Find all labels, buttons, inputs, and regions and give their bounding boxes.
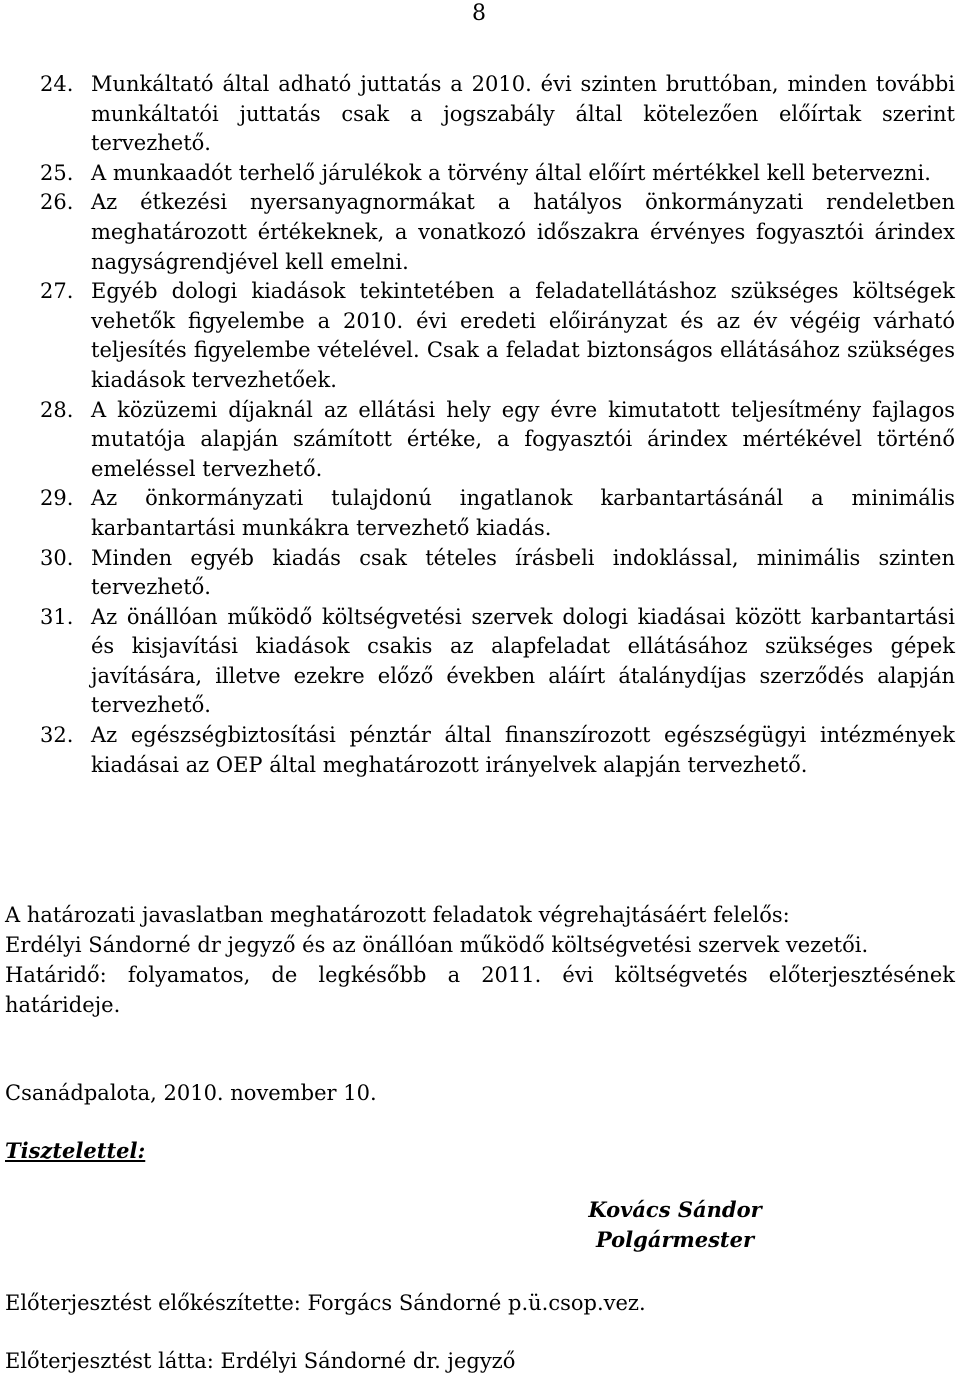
responsible-persons: Erdélyi Sándorné dr jegyző és az önállóan működő költségvetési szervek vezetői. [5, 933, 869, 957]
numbered-list [40, 70, 955, 780]
list-item-number: 32. [40, 723, 74, 748]
list-item-text: Az önkormányzati tulajdonú ingatlanok karbantartásánál a minimális karbantartási munkákra tervezhető kiadás. [91, 486, 955, 540]
list-item-text: Az önállóan működő költségvetési szervek dologi kiadásai között karbantartási és kisjavítási kiadások csakis az alapfeladat ellátásához szükséges gépek javítására, illetve ezekre előző években aláírt átalánydíjas szerződés alapján tervezhető. [91, 604, 955, 718]
list-item-text: Munkáltató által adható juttatás a 2010. évi szinten bruttóban, minden további munkáltatói juttatás csak a jogszabály által kötelezően előírtak szerint tervezhető. [91, 72, 955, 156]
list-item [40, 188, 955, 277]
responsible-heading: A határozati javaslatban meghatározott feladatok végrehajtásáért felelős: [5, 903, 790, 927]
page-number: 8 [472, 1, 486, 26]
list-item-text: A közüzemi díjaknál az ellátási hely egy évre kimutatott teljesítmény fajlagos mutatója alapján számított értéke, a fogyasztói árindex mértékével történő emeléssel tervezhető. [91, 397, 955, 481]
signer-name: Kovács Sándor [588, 1197, 762, 1222]
list-item-text: Minden egyéb kiadás csak tételes írásbeli indoklással, minimális szinten tervezhető. [91, 545, 955, 600]
list-item [40, 277, 955, 395]
list-item-text: A munkaadót terhelő járulékok a törvény által előírt mértékkel kell betervezni. [91, 160, 931, 185]
greeting: Tisztelettel: [5, 1138, 146, 1163]
deadline: Határidő: folyamatos, de legkésőbb a 2011. évi költségvetés előterjesztésének határideje. [5, 963, 955, 1017]
prepared-by: Előterjesztést előkészítette: Forgács Sándorné p.ü.csop.vez. [5, 1291, 646, 1315]
reviewed-by: Előterjesztést látta: Erdélyi Sándorné dr. jegyző [5, 1349, 516, 1373]
list-item [40, 159, 955, 189]
signature-block [560, 1195, 790, 1255]
list-item-number: 28. [40, 397, 74, 422]
list-item [40, 396, 955, 485]
list-item-number: 30. [40, 545, 74, 570]
list-item [40, 544, 955, 603]
list-item-number: 31. [40, 604, 74, 629]
list-item-text: Az étkezési nyersanyagnormákat a hatályos önkormányzati rendeletben meghatározott értékeknek, a vonatkozó időszakra érvényes fogyasztói árindex nagyságrendjével kell emelni. [91, 190, 955, 274]
list-item-text: Egyéb dologi kiadások tekintetében a feladatellátáshoz szükséges költségek vehetők figyelembe a 2010. évi eredeti előirányzat és az év végéig várható teljesítés figyelembe vételével. Csak a feladat biztonságos ellátásához szükséges kiadások tervezhetőek. [91, 279, 955, 392]
list-item-number: 24. [40, 72, 74, 96]
place-date: Csanádpalota, 2010. november 10. [5, 1081, 377, 1105]
signer-title: Polgármester [595, 1227, 755, 1252]
list-item-number: 29. [40, 486, 74, 511]
list-item-number: 26. [40, 190, 74, 215]
list-item-text: Az egészségbiztosítási pénztár által finanszírozott egészségügyi intézmények kiadásai az OEP által meghatározott irányelvek alapján tervezhető. [91, 723, 955, 777]
list-item-number: 25. [40, 160, 74, 185]
list-item-number: 27. [40, 279, 74, 304]
list-item [40, 603, 955, 721]
list-item [40, 484, 955, 543]
list-item [40, 70, 955, 159]
list-item [40, 721, 955, 780]
responsibility-section [5, 900, 955, 1020]
